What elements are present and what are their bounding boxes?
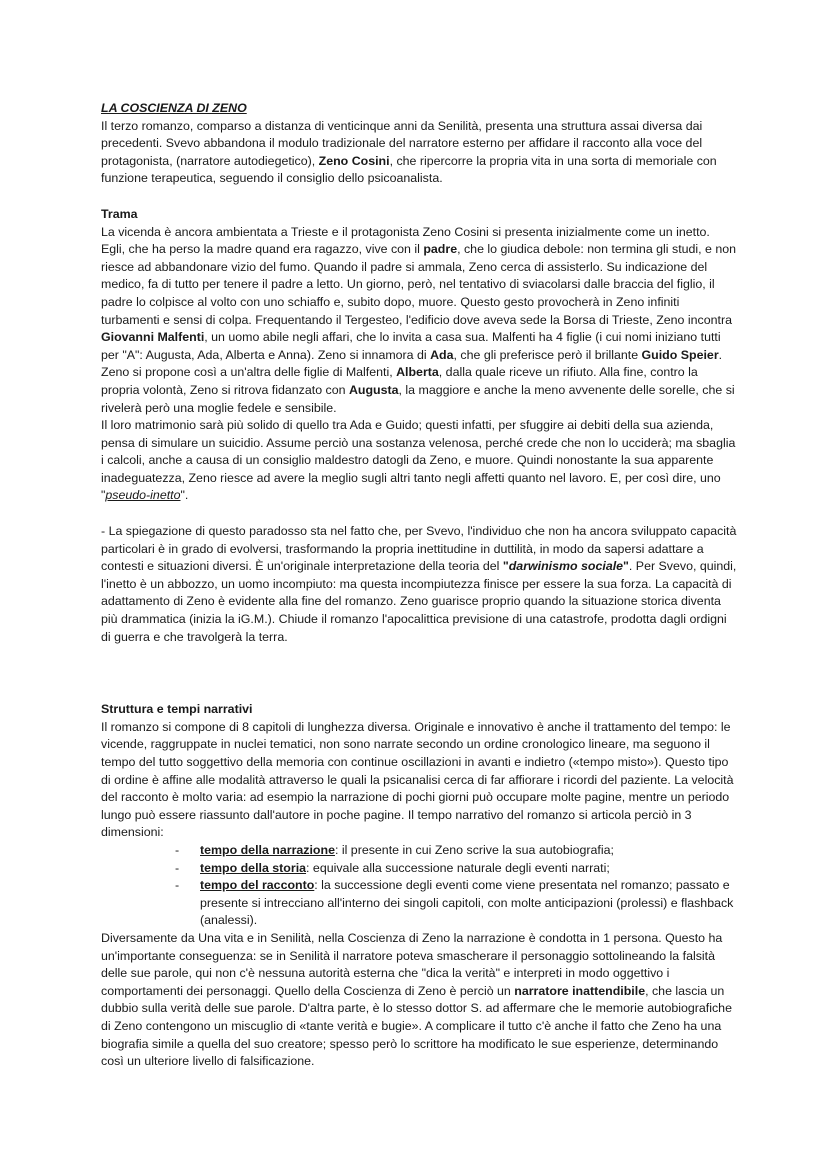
bold-term: padre bbox=[423, 242, 458, 257]
text-run: . Per Svevo, quindi, l'inetto è un abbozzo, un uomo incompiuto: ma questa incompiutezza finisce per essere la sua forza. La capacità di adattamento di Zeno è evidente alla fine del romanzo. Zeno guarisce proprio quando la situazione storica diventa più drammatica (inizia la iG.M.). Chiude il romanzo l'apocalittica previsione di una catastrofe, prodotta dagli ordigni di guerra e che travolgerà la terra. bbox=[101, 559, 737, 644]
trama-paragraph-2 bbox=[101, 417, 737, 505]
list-text: : la successione degli eventi come viene presentata nel romanzo; passato e presente si intrecciano all'interno dei singoli capitoli, con molte anticipazioni (prolessi) e flashback (analessi). bbox=[200, 878, 734, 928]
bold-term: Augusta bbox=[348, 382, 399, 397]
bold-term: Giovanni Malfenti bbox=[101, 330, 205, 345]
bold-term: narratore inattendibile bbox=[514, 983, 646, 998]
trama-paragraph-3 bbox=[101, 523, 737, 646]
document-title: LA COSCIENZA DI ZENO bbox=[101, 101, 247, 115]
text-run: , la maggiore e anche la meno avvenente delle sorelle, che si rivelerà però una moglie fedele e sensibile. bbox=[101, 382, 735, 415]
bold-term: Zeno Cosini bbox=[318, 153, 390, 168]
bold-term: Guido Speier bbox=[641, 347, 719, 362]
spacer bbox=[101, 646, 737, 701]
text-run: , che lo giudica debole: non termina gli studi, e non riesce ad abbandonare vizio del fumo. Quando il padre si ammala, Zeno cerca di assisterlo. Su indicazione del medico, fa di tutto per tenere il padre a letto. Un giorno, però, nel tentativo di sviacolarsi dalle braccia del figlio, il padre lo colpisce al volto con uno schiaffo e, subito dopo, muore. Questo gesto provocherà in Zeno infiniti turbamenti e sensi di colpa. Frequentando il Tergesteo, l'edificio dove aveva sede la Borsa di Trieste, Zeno incontra bbox=[101, 242, 737, 327]
list-dash: - bbox=[175, 842, 180, 857]
list-dash: - bbox=[175, 860, 180, 875]
text-run: Il terzo romanzo, comparso a distanza di venticinque anni da Senilità, presenta una struttura assai diversa dai precedenti. Svevo abbandona il modulo tradizionale del narratore esterno per affidare il racconto alla voce del protagonista, (narratore autodiegetico), bbox=[101, 118, 703, 168]
list-dash: - bbox=[175, 878, 180, 893]
section-heading-struttura: Struttura e tempi narrativi bbox=[101, 702, 253, 717]
list-term: tempo del racconto bbox=[200, 878, 315, 893]
bold-term: Ada bbox=[430, 347, 454, 362]
text-run: , dalla quale riceve un rifiuto. Alla fine, contro la propria volontà, Zeno si ritrova fidanzato con bbox=[101, 365, 698, 397]
tempi-list bbox=[101, 842, 737, 930]
underlined-term: pseudo-inetto bbox=[105, 488, 181, 503]
text-run: , che lascia un dubbio sulla verità delle sue parole. D'altra parte, è lo stesso dottor S. ad affermare che le memorie autobiografiche di Zeno contengono un miscuglio di «tante verità e bugie». A complicare il tutto c'è anche il fatto che Zeno ha una biografia simile a quella del suo creatore; spesso però lo scrittore ha modificato le sue esperienze, determinando così un ulteriore livello di falsificazione. bbox=[101, 983, 732, 1069]
bold-quote: " bbox=[623, 559, 629, 574]
section-heading-trama: Trama bbox=[101, 206, 138, 221]
struttura-paragraph-1: Il romanzo si compone di 8 capitoli di lunghezza diversa. Originale e innovativo è anche il trattamento del tempo: le vicende, raggruppate in nuclei tematici, non sono narrate secondo un ordine cronologico lineare, ma seguono il tempo del tutto soggettivo della memoria con continue oscillazioni in avanti e indietro («tempo misto»). Questo tipo di ordine è affine alle modalità attraverso le quali la psicanalisi cerca di far affiorare i ricordi del paziente. La velocità del racconto è molto varia: ad esempio la narrazione di pochi giorni può occupare molte pagine, mentre un periodo lungo può essere riassunto dall'autore in poche pagine. Il tempo narrativo del romanzo si articola perciò in 3 dimensioni: bbox=[101, 719, 734, 840]
list-item bbox=[101, 860, 737, 878]
trama-paragraph-1 bbox=[101, 224, 737, 418]
bold-quote: " bbox=[502, 559, 509, 574]
struttura-paragraph-2 bbox=[101, 930, 737, 1071]
text-run: , un uomo abile negli affari, che lo invita a casa sua. Malfenti ha 4 figlie (i cui nomi iniziano tutti per "A": Augusta, Ada, Alberta e Anna). Zeno si innamora di bbox=[101, 330, 721, 362]
list-text: : equivale alla successione naturale degli eventi narrati; bbox=[306, 860, 610, 875]
text-run: , che gli preferisce però il brillante bbox=[453, 347, 642, 362]
text-run: Il loro matrimonio sarà più solido di quello tra Ada e Guido; questi infatti, per sfuggire ai debiti della sua azienda, pensa di simulare un suicidio. Assume perciò una sostanza velenosa, perché crede che non lo ucciderà; ma sbaglia i calcoli, anche a causa di un consiglio maldestro datogli da Zeno, e muore. Quindi nonostante la sua apparente inadeguatezza, Zeno riesce ad avere la meglio sugli altri tanto negli affetti quanto nel lavoro. E, per così dire, uno " bbox=[101, 418, 736, 503]
text-run: , che ripercorre la propria vita in una sorta di memoriale con funzione terapeutica, seguendo il consiglio dello psicoanalista. bbox=[101, 153, 717, 186]
list-item bbox=[101, 877, 737, 930]
bold-term: Alberta bbox=[396, 365, 439, 380]
intro-paragraph bbox=[101, 118, 737, 188]
document-body bbox=[101, 100, 737, 1071]
list-item bbox=[101, 842, 737, 860]
spacer bbox=[101, 505, 737, 523]
text-run: La vicenda è ancora ambientata a Trieste e il protagonista Zeno Cosini si presenta inizialmente come un inetto. Egli, che ha perso la madre quand era ragazzo, vive con il bbox=[101, 224, 710, 257]
spacer bbox=[101, 188, 737, 206]
text-run: Diversamente da Una vita e in Senilità, nella Coscienza di Zeno la narrazione è condotta in 1 persona. Questo ha un'importante conseguenza: se in Senilità il narratore poteva smascherare il personaggio sottolineando la falsità delle sue parole, qui non c'è nessuna autorità esterna che "dica la verità" e interpreti in modo oggettivo i comportamenti dei personaggi. Quello della Coscienza di Zeno è perciò un bbox=[101, 930, 723, 998]
text-run: ". bbox=[180, 488, 189, 503]
text-run: . Zeno si propone così a un'altra delle figlie di Malfenti, bbox=[101, 347, 723, 380]
text-run: - La spiegazione di questo paradosso sta nel fatto che, per Svevo, l'individuo che non ha ancora sviluppato capacità particolari è in grado di evolversi, trasformando la propria inettitudine in duttilità, in modo da sapersi adattare a contesti e situazioni diversi. È un'originale interpretazione della teoria del bbox=[101, 524, 737, 574]
list-text: : il presente in cui Zeno scrive la sua autobiografia; bbox=[334, 842, 614, 857]
list-term: tempo della narrazione bbox=[200, 842, 335, 857]
list-term: tempo della storia bbox=[200, 860, 307, 875]
bold-italic-term: darwinismo sociale bbox=[508, 559, 624, 574]
